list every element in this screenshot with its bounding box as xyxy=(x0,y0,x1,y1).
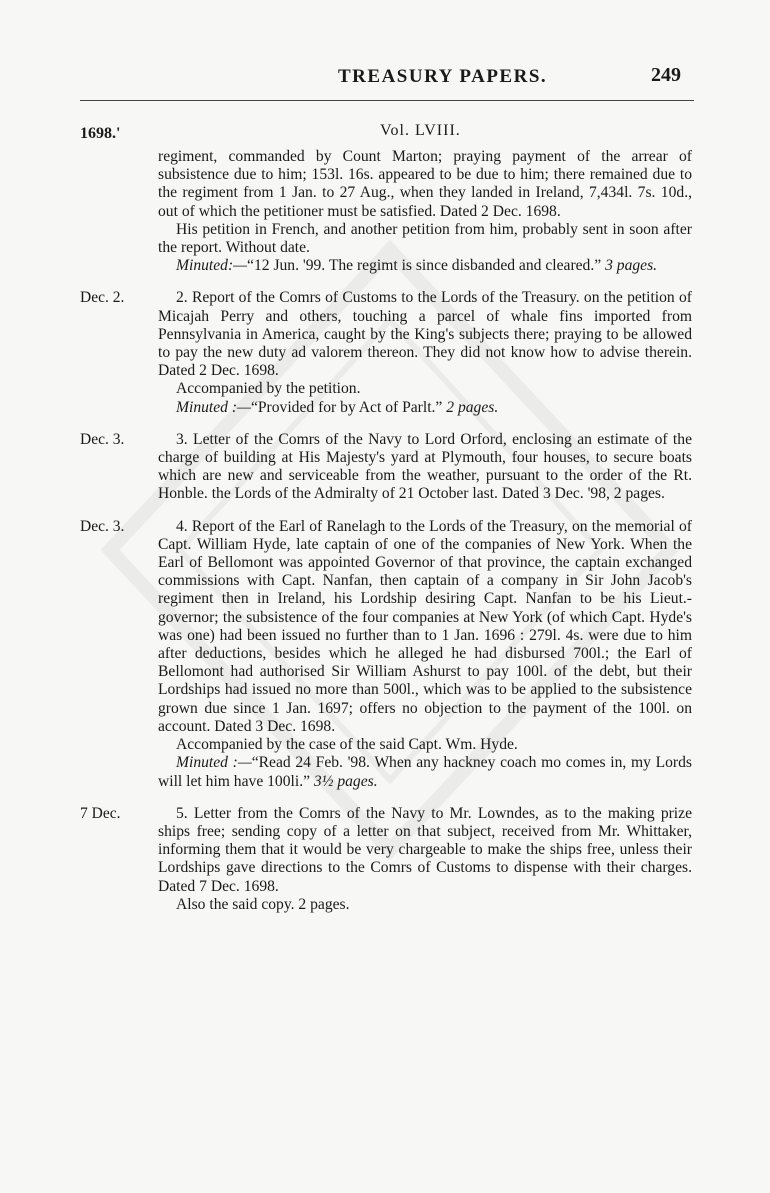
entry-paragraph: His petition in French, and another petition from him, probably sent in soon after the report. Without date. xyxy=(158,220,692,257)
volume-label: Vol. LVIII. xyxy=(380,122,461,139)
minuted-label: Minuted :— xyxy=(176,398,251,416)
page-number: 249 xyxy=(651,64,681,86)
entries-list xyxy=(0,148,770,928)
running-title: TREASURY PAPERS. xyxy=(338,66,548,87)
minuted-label: Minuted:— xyxy=(176,257,248,275)
entry-body xyxy=(158,148,692,275)
entry-date: Dec. 2. xyxy=(80,289,125,307)
entry-body xyxy=(158,805,692,914)
page-count: 2 pages. xyxy=(446,398,499,416)
minuted-note xyxy=(158,754,692,790)
entry-date: Dec. 3. xyxy=(80,430,125,448)
entry-paragraph: 4. Report of the Earl of Ranelagh to the Lords of the Treasury, on the memorial of Capt. William Hyde, late captain of one of the companies of New York. When the Earl of Bellomont was appointed Governor of that province, the captain exchanged commissions with Capt. Nanfan, then captain of a company in Sir John Jacob's regiment then in Ireland, his Lordship desiring Capt. Nanfan to be his Lieut.-governor; the subsistence of the four companies at New York (of which Capt. Hyde's was one) had been issued no further than to 1 Jan. 1696 : 279l. 4s. were due to him after deductions, besides which he alleged he had disbursed 700l.; the Earl of Bellomont had authorised Sir William Ashurst to pay 100l. of the debt, but their Lordships had issued no more than 500l., which was to be applied to the subsistence grown due since 1 Jan. 1697; offers no objection to the payment of the 100l. on account. Dated 3 Dec. 1698. xyxy=(158,517,692,735)
entry-3 xyxy=(0,431,770,504)
minuted-text: “12 Jun. '99. The regimt is since disbanded and cleared.” xyxy=(247,257,602,275)
entry-body xyxy=(158,431,692,504)
minuted-text: “Provided for by Act of Parlt.” xyxy=(250,398,443,416)
page-count: 3 pages. xyxy=(605,257,658,275)
entry-paragraph: Accompanied by the petition. xyxy=(176,380,361,398)
entry-paragraph: Accompanied by the case of the said Capt. Wm. Hyde. xyxy=(176,736,518,754)
entry-5 xyxy=(0,805,770,914)
entry-body xyxy=(158,289,692,416)
entry-paragraph: 2. Report of the Comrs of Customs to the Lords of the Treasury. on the petition of Micajah Perry and others, touching a parcel of whale fins imported from Pennsylvania in America, caught by the King's subjects there; praying to be allowed to pay the new duty ad valorem thereon. They did not know how to advise therein. Dated 2 Dec. 1698. xyxy=(158,289,692,380)
minuted-note xyxy=(158,399,692,417)
minuted-note xyxy=(158,257,692,275)
minuted-label: Minuted :— xyxy=(176,754,252,772)
page-count: 3½ pages. xyxy=(313,772,378,790)
running-head xyxy=(0,64,770,94)
entry-paragraph: Also the said copy. 2 pages. xyxy=(176,895,350,913)
entry-body xyxy=(158,518,692,791)
entry-2 xyxy=(0,289,770,416)
entry-paragraph: regiment, commanded by Count Marton; praying payment of the arrear of subsistence due to him; 153l. 16s. appeared to be due to him; there remained due to the regiment from 1 Jan. to 27 Aug., when they landed in Ireland, 7,434l. 7s. 10d., out of which the petitioner must be satisfied. Dated 2 Dec. 1698. xyxy=(158,148,692,220)
entry-4 xyxy=(0,518,770,791)
entry-paragraph: 5. Letter from the Comrs of the Navy to Mr. Lowndes, as to the making prize ships free; sending copy of a letter on that subject, received from Mr. Whittaker, informing them that it would be very chargeable to make the ships free, unless their Lordships gave directions to the Comrs of Customs to dispense with their charges. Dated 7 Dec. 1698. xyxy=(158,804,692,895)
entry-date: Dec. 3. xyxy=(80,517,125,535)
entry-1 xyxy=(0,148,770,275)
entry-date: 7 Dec. xyxy=(80,804,121,822)
minuted-text: “Read 24 Feb. '98. When any hackney coach mo comes in, my Lords will let him have 100li.” xyxy=(158,754,692,790)
entry-paragraph: 3. Letter of the Comrs of the Navy to Lord Orford, enclosing an estimate of the charge of building at His Majesty's yard at Plymouth, four houses, to secure boats which are new and serviceable from the weather, pursuant to the order of the Rt. Honble. the Lords of the Admiralty of 21 October last. Dated 3 Dec. '98, 2 pages. xyxy=(158,430,692,503)
header-rule xyxy=(80,100,694,101)
year-label: 1698.' xyxy=(80,125,121,142)
